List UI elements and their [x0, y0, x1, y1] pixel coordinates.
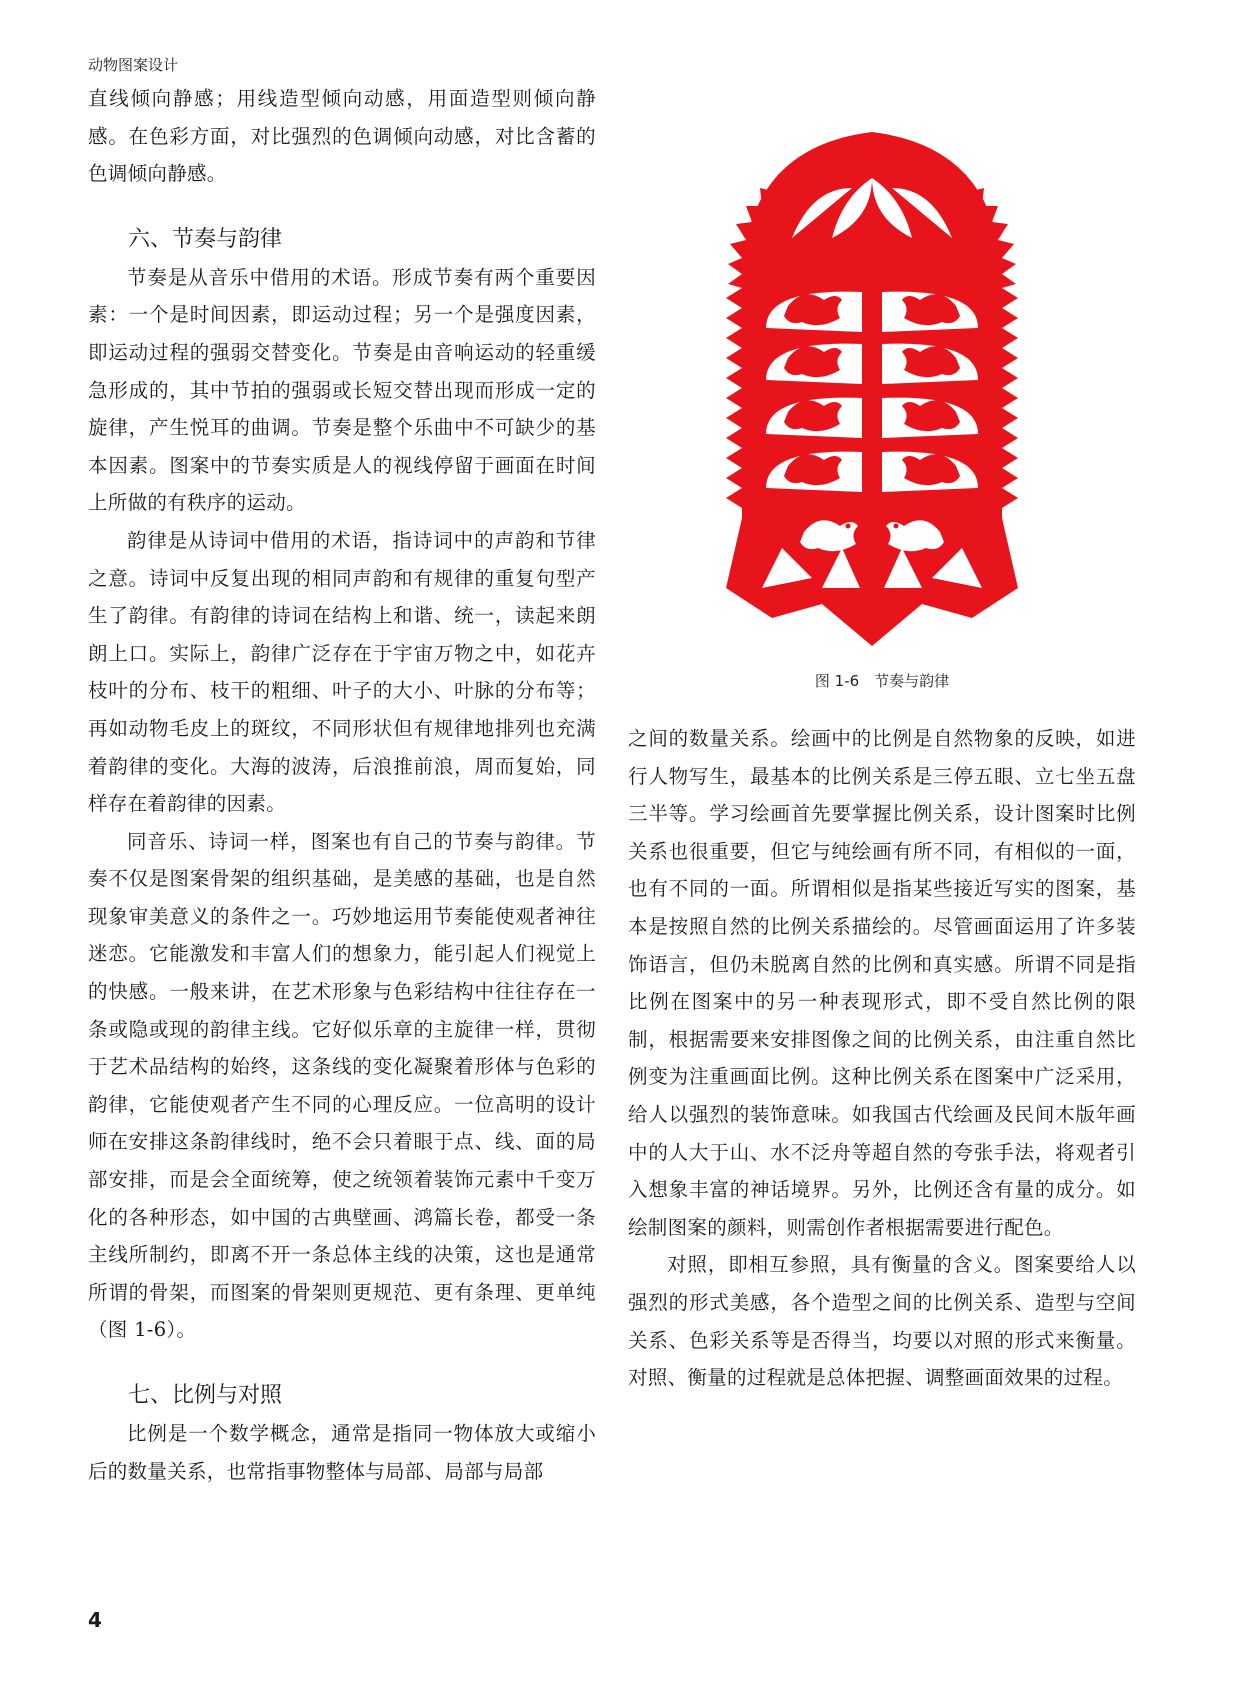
left-column [88, 80, 596, 1490]
paragraph-cadence: 韵律是从诗词中借用的术语，指诗词中的声韵和节律之意。诗词中反复出现的相同声韵和有规律的重复句型产生了韵律。有韵律的诗词在结构上和谐、统一，读起来朗朗上口。实际上，韵律广泛存在于宇宙万物之中，如花卉枝叶的分布、枝干的粗细、叶子的大小、叶脉的分布等；再如动物毛皮上的斑纹，不同形状但有规律地排列也充满着韵律的变化。大海的波涛，后浪推前浪，周而复始，同样存在着韵律的因素。 [88, 528, 596, 816]
page-number: 4 [88, 1608, 102, 1632]
running-title: 动物图案设计 [88, 56, 179, 74]
paragraph-rhythm: 节奏是从音乐中借用的术语。形成节奏有两个重要因素：一个是时间因素，即运动过程；另一个是强度因素，即运动过程的强弱交替变化。节奏是由音响运动的轻重缓急形成的，其中节拍的强弱或长短交替出现而形成一定的旋律，产生悦耳的曲调。节奏是整个乐曲中不可缺少的基本因素。图案中的节奏实质是人的视线停留于画面在时间上所做的有秩序的运动。 [88, 265, 596, 515]
paragraph-pattern-rhythm: 同音乐、诗词一样，图案也有自己的节奏与韵律。节奏不仅是图案骨架的组织基础，是美感的基础，也是自然现象审美意义的条件之一。巧妙地运用节奏能使观者神往迷恋。它能激发和丰富人们的想象力，能引起人们视觉上的快感。一般来讲，在艺术形象与色彩结构中往往存在一条或隐或现的韵律主线。它好似乐章的主旋律一样，贯彻于艺术品结构的始终，这条线的变化凝聚着形体与色彩的韵律，它能使观者产生不同的心理反应。一位高明的设计师在安排这条韵律线时，绝不会只着眼于点、线、面的局部安排，而是会全面统筹，使之统领着装饰元素中千变万化的各种形态，如中国的古典壁画、鸿篇长卷，都受一条主线所制约，即离不开一条总体主线的决策，这也是通常所谓的骨架，而图案的骨架则更规范、更有条理、更单纯（图 1-6）。 [88, 829, 596, 1342]
paragraph-proportion-start: 比例是一个数学概念，通常是指同一物体放大或缩小后的数量关系，也常指事物整体与局部、局部与局部 [88, 1422, 596, 1483]
section-heading-rhythm: 六、节奏与韵律 [128, 226, 283, 252]
paragraph-proportion-cont: 之间的数量关系。绘画中的比例是自然物象的反映，如进行人物写生，最基本的比例关系是三停五眼、立七坐五盘三半等。学习绘画首先要掌握比例关系，设计图案时比例关系也很重要，但它与纯绘画有所不同，有相似的一面，也有不同的一面。所谓相似是指某些接近写实的图案，基本是按照自然的比例关系描绘的。尽管画面运用了许多装饰语言，但仍未脱离自然的比例和真实感。所谓不同是指比例在图案中的另一种表现形式，即不受自然比例的限制，根据需要来安排图像之间的比例关系，由注重自然比例变为注重画面比例。这种比例关系在图案中广泛采用，给人以强烈的装饰意味。如我国古代绘画及民间木版年画中的人大于山、水不泛舟等超自然的夸张手法，将观者引入想象丰富的神话境界。另外，比例还含有量的成分。如绘制图案的颜料，则需创作者根据需要进行配色。 [628, 727, 1136, 1239]
section-heading-proportion: 七、比例与对照 [128, 1383, 283, 1408]
right-column [628, 720, 1136, 1397]
paragraph-contrast: 对照，即相互参照，具有衡量的含义。图案要给人以强烈的形式美感，各个造型之间的比例关系、造型与空间关系、色彩关系等是否得当，均要以对照的形式来衡量。对照、衡量的过程就是总体把握、调整画面效果的过程。 [628, 1253, 1136, 1390]
figure-caption: 图 1-6 节奏与韵律 [814, 672, 950, 690]
paragraph-intro: 直线倾向静感；用线造型倾向动感，用面造型则倾向静感。在色彩方面，对比强烈的色调倾向动感，对比含蓄的色调倾向静感。 [88, 87, 596, 186]
papercut-tree-figure [722, 118, 1022, 648]
